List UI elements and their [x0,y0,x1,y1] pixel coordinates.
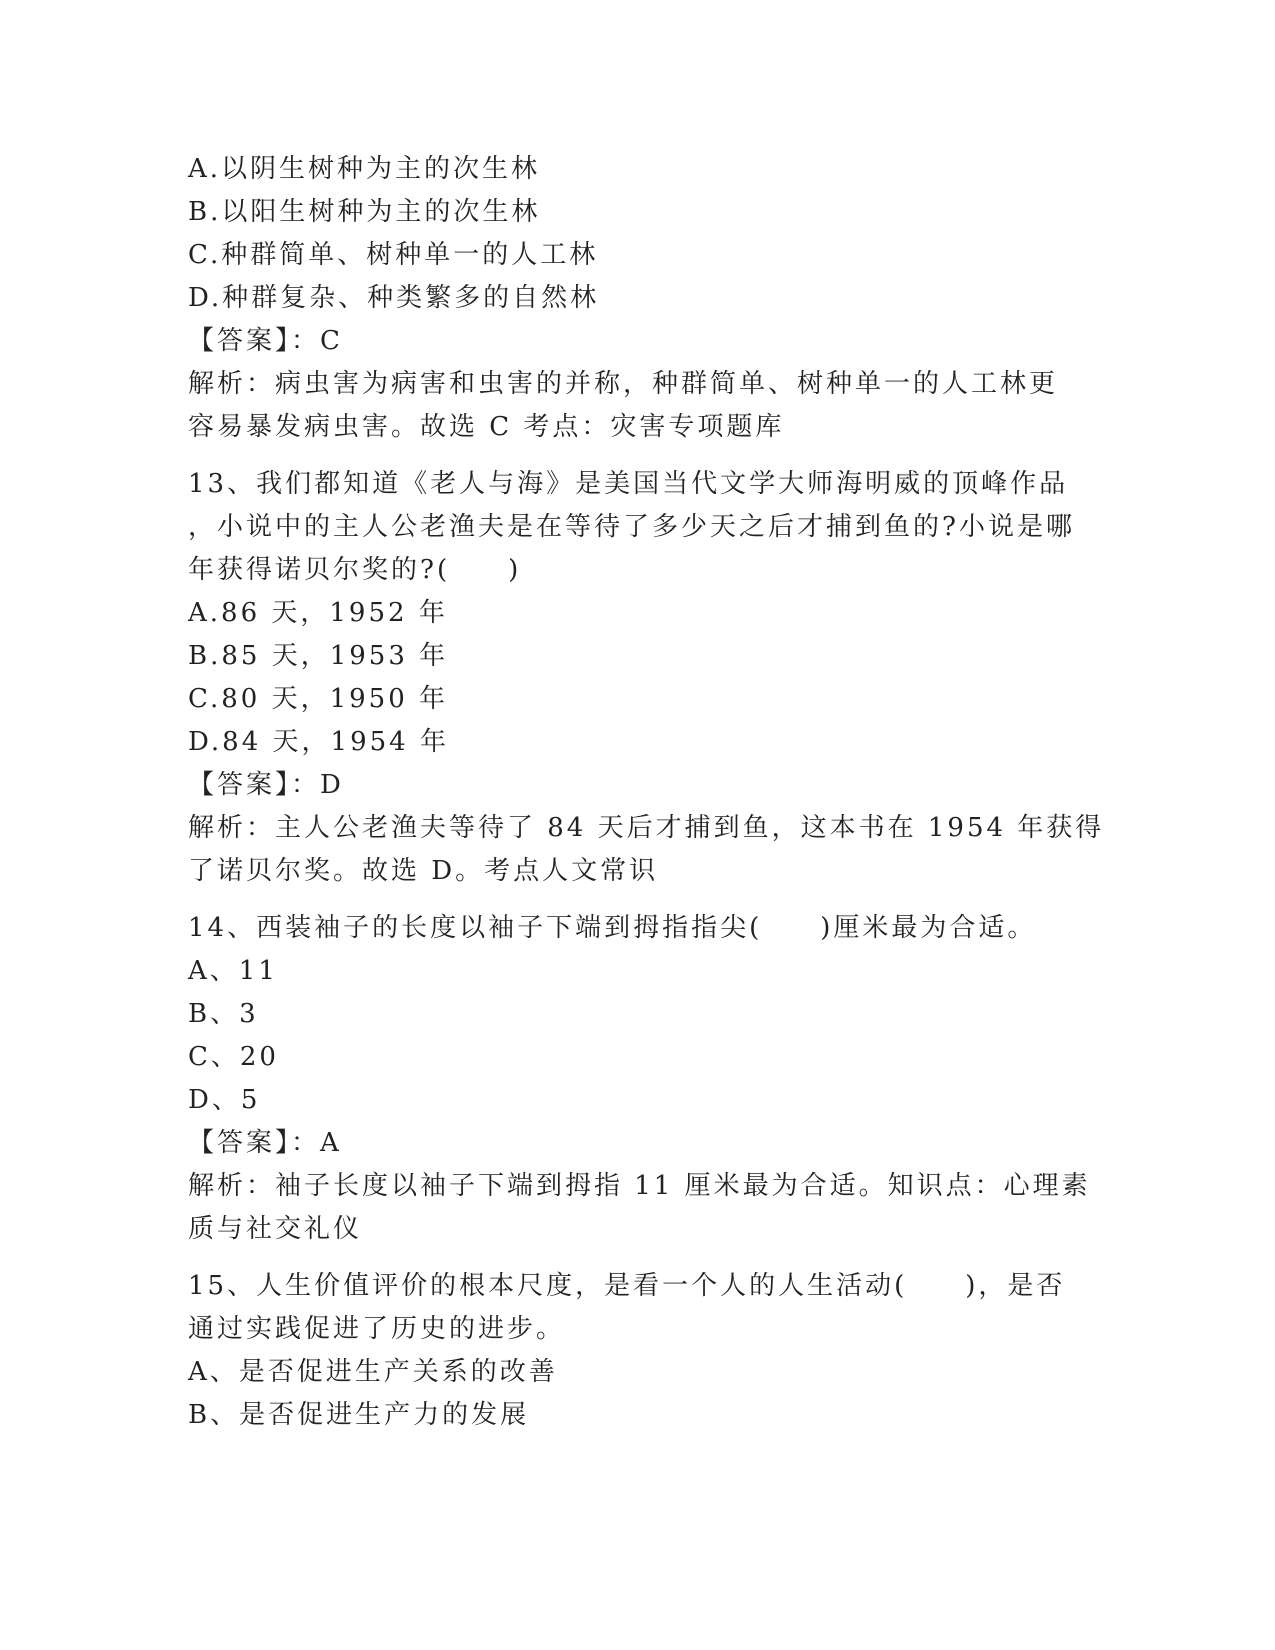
question-12-continued [188,148,1088,449]
option-c: C、20 [188,1042,279,1072]
option-d: D、5 [188,1085,261,1115]
option-b: B、3 [188,999,259,1029]
question-text: ，小说中的主人公老渔夫是在等待了多少天之后才捕到鱼的?小说是哪 [188,512,1075,542]
explanation-line: 了诺贝尔奖。故选 D。考点人文常识 [188,856,659,886]
explanation-line: 容易暴发病虫害。故选 C 考点：灾害专项题库 [188,412,785,442]
option-d: D.84 天，1954 年 [188,727,449,757]
question-text: 13、我们都知道《老人与海》是美国当代文学大师海明威的顶峰作品 [188,469,1069,499]
option-a: A、11 [188,956,278,986]
question-13 [188,463,1105,893]
option-c: C.80 天，1950 年 [188,684,449,714]
answer: 【答案】：D [188,770,344,800]
option-c: C.种群简单、树种单一的人工林 [188,240,599,270]
answer: 【答案】：A [188,1128,342,1158]
question-14 [188,907,1091,1251]
answer: 【答案】：C [188,326,343,356]
option-b: B.以阳生树种为主的次生林 [188,197,541,227]
option-a: A、是否促进生产关系的改善 [188,1357,558,1387]
option-a: A.86 天，1952 年 [188,598,448,628]
explanation-line: 解析：主人公老渔夫等待了 84 天后才捕到鱼，这本书在 1954 年获得 [188,813,1105,843]
question-text: 年获得诺贝尔奖的?( ) [188,555,522,585]
question-text: 14、西装袖子的长度以袖子下端到拇指指尖( )厘米最为合适。 [188,913,1037,943]
option-b: B.85 天，1953 年 [188,641,449,671]
explanation-line: 解析：袖子长度以袖子下端到拇指 11 厘米最为合适。知识点：心理素 [188,1171,1091,1201]
explanation-line: 质与社交礼仪 [188,1214,363,1244]
document-content [188,148,1105,1437]
option-d: D.种群复杂、种类繁多的自然林 [188,283,600,313]
explanation-line: 解析：病虫害为病害和虫害的并称，种群简单、树种单一的人工林更 [188,369,1059,399]
question-text: 通过实践促进了历史的进步。 [188,1314,566,1344]
question-15 [188,1265,1088,1437]
option-b: B、是否促进生产力的发展 [188,1400,530,1430]
question-text: 15、人生价值评价的根本尺度，是看一个人的人生活动( )，是否 [188,1271,1066,1301]
option-a: A.以阴生树种为主的次生林 [188,154,541,184]
